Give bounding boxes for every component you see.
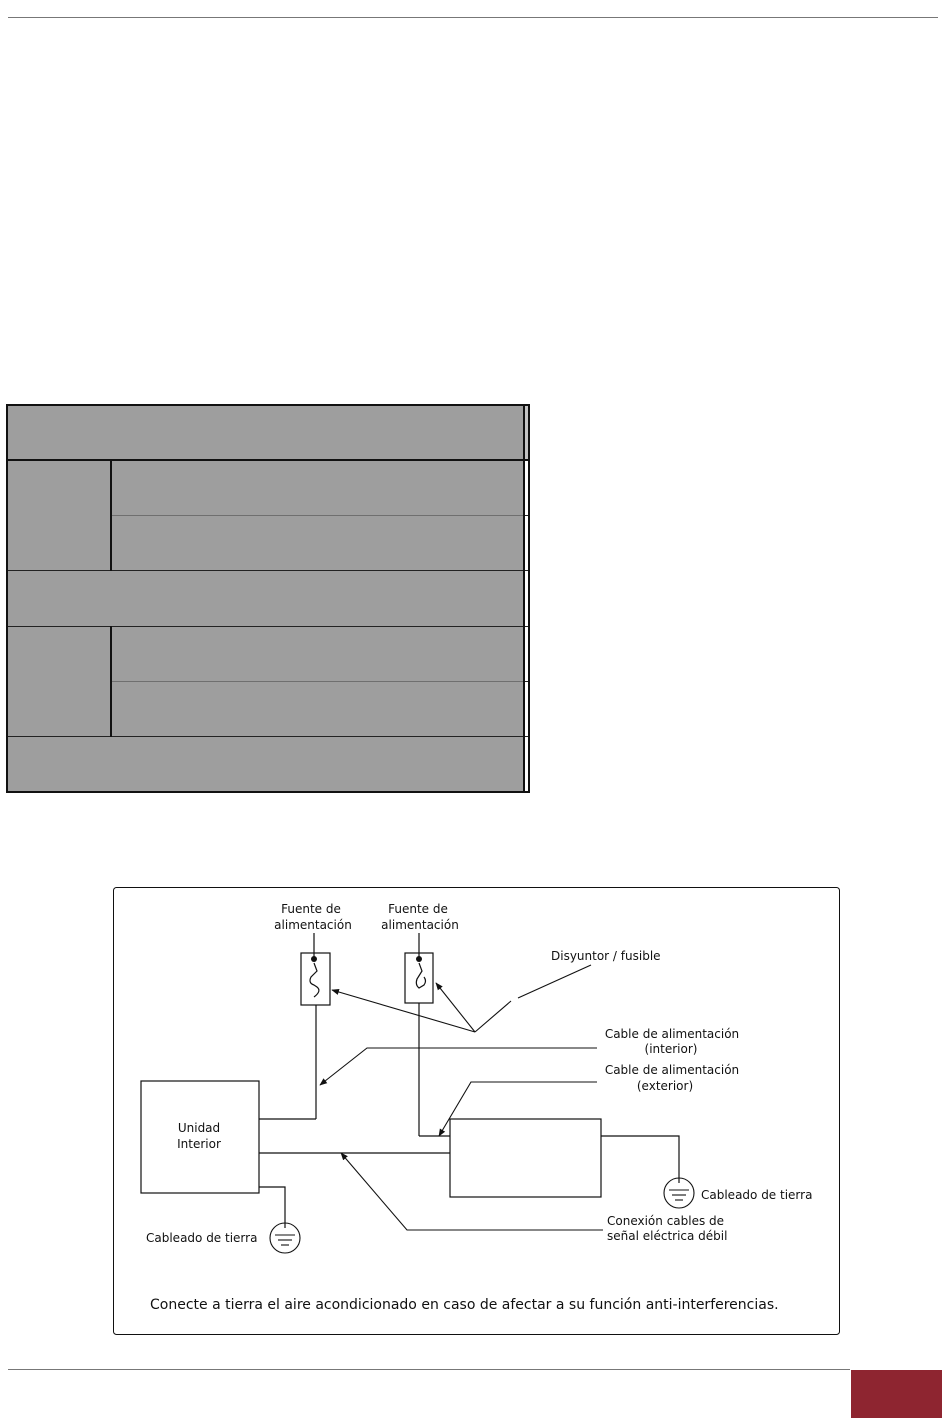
indoor-unit-label-2: Interior (177, 1137, 221, 1151)
table-label-cell (7, 571, 524, 626)
wiring-diagram (113, 887, 840, 1335)
table-group-cell (7, 460, 111, 571)
table-sub-cell (111, 681, 524, 736)
table-header-row (7, 405, 529, 460)
table-row (7, 460, 529, 516)
power-supply-right-label-2: alimentación (381, 918, 459, 932)
weak-signal-label-2: señal eléctrica débil (607, 1229, 728, 1243)
outdoor-unit-box (450, 1119, 601, 1197)
breaker-fuse-label: Disyuntor / fusible (551, 949, 661, 963)
table-row (7, 626, 529, 681)
power-cable-outdoor-label-2: (exterior) (636, 1079, 694, 1093)
table-row (7, 571, 529, 626)
table-value-cell (524, 681, 529, 736)
power-supply-left-label-1: Fuente de (281, 902, 341, 916)
top-rule (8, 17, 938, 18)
page-tab (851, 1370, 942, 1418)
table-value-cell (524, 516, 529, 571)
bottom-rule (8, 1369, 850, 1370)
power-cable-indoor-label-1: Cable de alimentación (604, 1027, 740, 1041)
table-row (7, 736, 529, 792)
table-sub-cell (111, 516, 524, 571)
table-value-cell (524, 736, 529, 792)
table-header-left (7, 405, 524, 460)
grounding-note: Conecte a tierra el aire acondicionado en caso de afectar a su función anti-interferencias. (150, 1297, 779, 1313)
table-header-right (524, 405, 529, 460)
table-sub-cell (111, 626, 524, 681)
power-cable-outdoor-label-1: Cable de alimentación (604, 1063, 740, 1077)
table-label-cell (7, 736, 524, 792)
power-supply-right-label-1: Fuente de (388, 902, 448, 916)
table-group-cell (7, 626, 111, 736)
table-value-cell (524, 626, 529, 681)
power-cable-indoor-label-2: (interior) (644, 1042, 698, 1056)
table-value-cell (524, 571, 529, 626)
ground-wiring-left-label: Cableado de tierra (146, 1231, 258, 1245)
power-supply-left-label-2: alimentación (274, 918, 352, 932)
ground-wiring-right-label: Cableado de tierra (701, 1188, 813, 1202)
table-value-cell (524, 460, 529, 516)
weak-signal-label-1: Conexión cables de (607, 1214, 725, 1228)
table-sub-cell (111, 460, 524, 516)
spec-table (6, 404, 530, 793)
indoor-unit-label-1: Unidad (177, 1121, 221, 1135)
